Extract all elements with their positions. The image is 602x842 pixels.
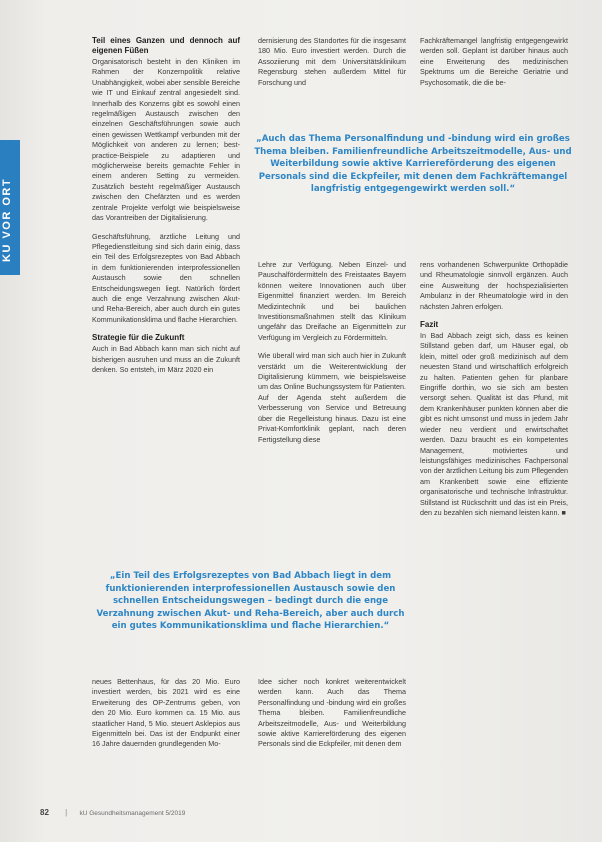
- paragraph: Idee sicher noch konkret weiterentwickelt werden kann. Auch das Thema Personalfindung und -bindung wird ein großes Thema bleiben. Familienfreundliche Arbeitszeitmodelle, Aus- und Weiterbildung sowie aktive Karriereförderung des eigenen Personals sind die Eckpfeiler, mit denen dem: [258, 677, 406, 749]
- column-2-mid: [258, 260, 406, 453]
- paragraph: Geschäftsführung, ärztliche Leitung und Pflegedienstleitung sind sich darin einig, dass ein Teil des Erfolgsrezeptes von Bad Abbach in dem funktionierenden interprofessionellen Austausch sowie den schnellen Entscheidungswegen liegt. Natürlich fördert auch die enge Verzahnung zwischen Akut- und Reha-Bereich, aber auch durch ein gutes Kommunikationsklima und flache Hierarchien.: [92, 231, 240, 324]
- section-label: [1, 244, 13, 262]
- paragraph: Wie überall wird man sich auch hier in Zukunft verstärkt um die Weiterentwicklung der Digitalisierung kümmern, wie beispielsweise um das Online Buchungssystem für Patienten. Auf der Agenda steht außerdem die Verbesserung von Service und Betreuung über die Regelleistung hinaus. Dazu ist eine Privat-Komfortklinik geplant, nach deren Fertigstellung diese: [258, 351, 406, 444]
- page-number: 82: [40, 808, 49, 817]
- paragraph: dernisierung des Standortes für die insgesamt 180 Mio. Euro investiert werden. Durch die Assoziierung mit dem Universitätsklinikum Regensburg stehen außerdem Mittel für Forschung und: [258, 36, 406, 87]
- paragraph: Lehre zur Verfügung. Neben Einzel- und Pauschalfördermitteln des Freistaates Bayern können weitere Innovationen auch über Eigenmittel finanziert werden. Im Bereich Medizintechnik und bei baulichen Investitionsmaßnahmen stellt das Klinikum ungefähr das Dreifache an Eigenmitteln zur Verfügung im Vergleich zu Fördermitteln.: [258, 260, 406, 342]
- column-2-bottom: [258, 677, 406, 758]
- subheading-strategie: Strategie für die Zukunft: [92, 333, 185, 343]
- column-1-top: [92, 36, 240, 383]
- footer-separator: |: [65, 808, 68, 817]
- subheading-teil-eines-ganzen: Teil eines Ganzen und dennoch auf eigenen Füßen: [92, 36, 240, 55]
- paragraph: Auch in Bad Abbach kann man sich nicht auf bisherigen ausruhen und muss an die Zukunft denken. So entsteh, im März 2020 ein: [92, 344, 240, 374]
- paragraph: rens vorhandenen Schwerpunkte Orthopädie und Rheumatologie sinnvoll ergänzen. Auch eine Ausweitung der hochspezialisierten Ambulanz in der Rheumatologie wird in den nächsten Jahren erfolgen.: [420, 260, 568, 311]
- paragraph: In Bad Abbach zeigt sich, dass es keinen Stillstand geben darf, um Häuser egal, ob klein, mittel oder groß medizinisch auf dem neuesten Stand und wirtschaftlich erfolgreich zu halten. Patienten gehen für planbare Eingriffe dorthin, wo sie sich am besten versorgt sehen. Qualität ist das Pfund, mit dem Krankenhäuser punkten können aber die gibt es nicht umsonst und muss in jedem Jahr wieder neu verdient und erwirtschaftet werden. Dazu braucht es ein kompetentes Management, motiviertes und leistungsfähiges medizinisches Fachpersonal von der ärztlichen Leitung bis zum Pflegenden am Krankenbett sowie eine effiziente organisatorische und technische Infrastruktur. Stillstand ist Rückschritt und das ist ein Preis, den zu bezahlen sich niemand leisten kann. ■: [420, 331, 568, 517]
- column-3-mid: [420, 260, 568, 526]
- column-1-bottom: [92, 677, 240, 758]
- subheading-fazit: Fazit: [420, 320, 439, 330]
- magazine-issue: kU Gesundheitsmanagement 5/2019: [79, 810, 186, 817]
- column-2-top: [258, 36, 406, 96]
- paragraph: neues Bettenhaus, für das 20 Mio. Euro investiert werden, bis 2021 wird es eine Erweiterung des OP-Zentrums geben, von den 20 Mio. Euro kommen ca. 15 Mio. aus staatlicher Hand, 5 Mio. steuert Asklepios aus Eigenmitteln bei. Das ist der Endpunkt einer 16 Jahre dauernden grundlegenden Mo-: [92, 677, 240, 749]
- pull-quote-personal: „Auch das Thema Personalfindung und -bindung wird ein großes Thema bleiben. Familienfreundliche Arbeitszeitmodelle, Aus- und Weiterbildung sowie aktive Karriereförderung des eigenen Personals sind die Eckpfeiler, mit denen dem Fachkräftemangel langfristig entgegengewirkt werden soll.“: [254, 134, 572, 195]
- paragraph: Organisatorisch besteht in den Kliniken im Rahmen der Konzernpolitik relative Unabhängigkeit, wobei aber sensible Bereiche wie IT und Einkauf zentral angesiedelt sind. Innerhalb des Konzerns gibt es sowohl einen regelmäßigen Austausch zwischen den einzelnen Geschäftsführungen sowie auch einen gewissen Wettkampf verbunden mit der Möglichkeit von anderen zu lernen; best-practice-Beispiele zu adaptieren und möglicherweise bereits gemachte Fehler in einem anderen Setting zu vermeiden. Zusätzlich besteht regelmäßiger Austausch zwischen den Chefärzten und es werden zentrale Projekte verfolgt wie beispielsweise das Vorantreiben der Digitalisierung.: [92, 57, 240, 223]
- pull-quote-erfolgsrezept: „Ein Teil des Erfolgsrezeptes von Bad Abbach liegt in dem funktionierenden interprofessionellen Austausch sowie den schnellen Entscheidungswegen – bedingt durch die enge Verzahnung zwischen Akut- und Reha-Bereich, aber auch durch ein gutes Kommunikationsklima und flache Hierarchien.“: [96, 571, 405, 632]
- column-3-top: [420, 36, 568, 96]
- page-footer: [40, 808, 185, 817]
- paragraph: Fachkräftemangel langfristig entgegengewirkt werden soll. Geplant ist darüber hinaus auch eine Erweiterung des medizinischen Spektrums um die Bereiche Geriatrie und Psychosomatik, die die be-: [420, 36, 568, 87]
